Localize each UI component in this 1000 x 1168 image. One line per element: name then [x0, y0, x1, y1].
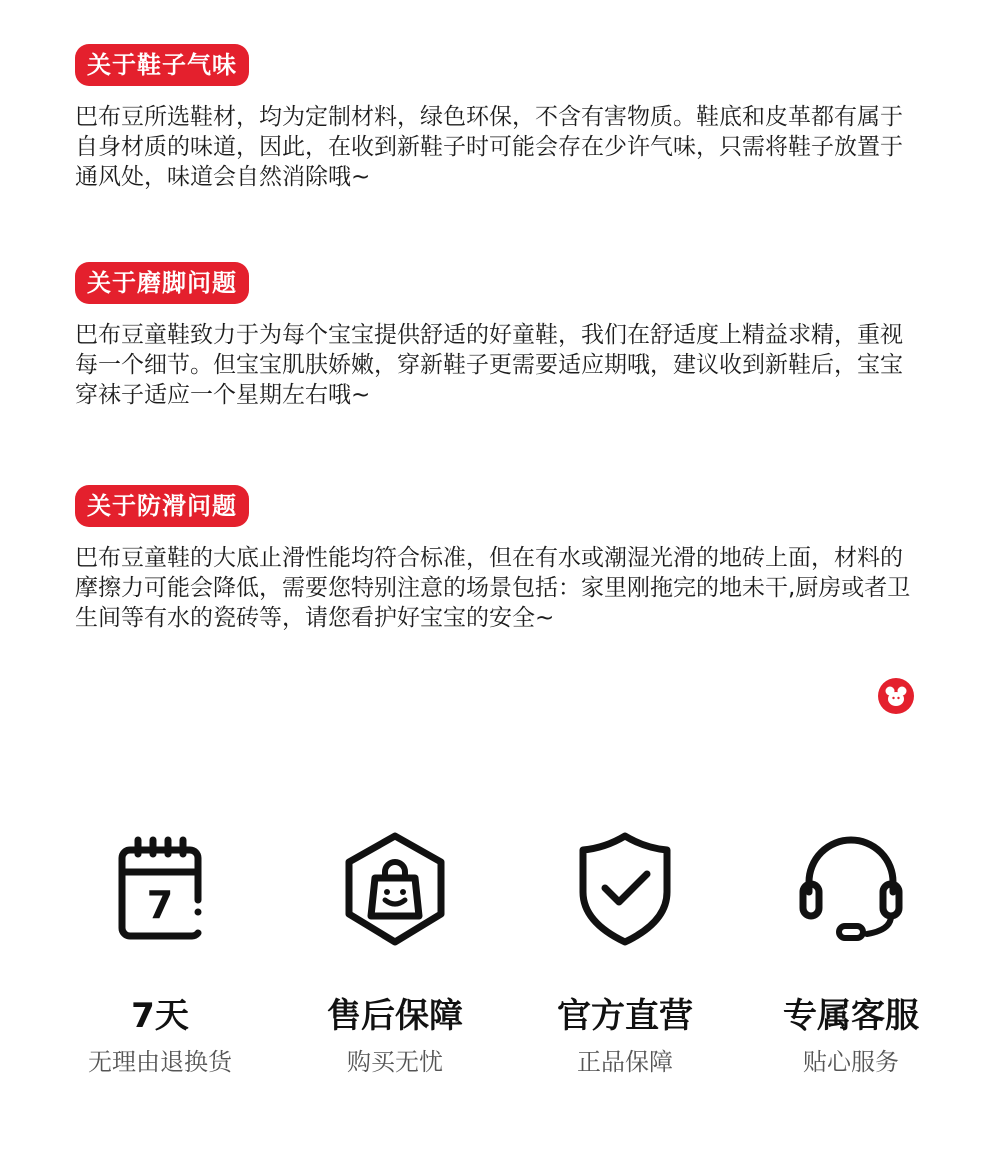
anti-slip-section: [75, 485, 925, 633]
section-text: 巴布豆所选鞋材，均为定制材料，绿色环保，不含有害物质。鞋底和皮革都有属于自身材质的味道，因此，在收到新鞋子时可能会存在少许气味，只需将鞋子放置于通风处，味道会自然消除哦~: [75, 104, 903, 190]
feature-after-sales: [280, 830, 510, 1078]
feature-subtitle: 正品保障: [577, 1048, 673, 1076]
calendar-7-icon: [100, 830, 220, 950]
feature-subtitle: 无理由退换货: [88, 1048, 232, 1076]
feature-title: 7天: [131, 996, 189, 1036]
brand-badge-icon: [878, 678, 914, 714]
feature-official: [510, 830, 740, 1078]
section-text: 巴布豆童鞋致力于为每个宝宝提供舒适的好童鞋，我们在舒适度上精益求精，重视每一个细节。但宝宝肌肤娇嫩，穿新鞋子更需要适应期哦，建议收到新鞋后，宝宝穿袜子适应一个星期左右哦~: [75, 322, 903, 408]
section-tag: 关于防滑问题: [75, 485, 249, 527]
blister-section: [75, 262, 925, 410]
feature-subtitle: 购买无忧: [347, 1048, 443, 1076]
section-tag: 关于鞋子气味: [75, 44, 249, 86]
feature-return: [45, 830, 275, 1078]
feature-title: 售后保障: [327, 996, 463, 1036]
feature-title: 官方直营: [557, 996, 693, 1036]
shield-check-icon: [565, 830, 685, 950]
section-text: 巴布豆童鞋的大底止滑性能均符合标准，但在有水或潮湿光滑的地砖上面，材料的摩擦力可能会降低，需要您特别注意的场景包括：家里刚拖完的地未干,厨房或者卫生间等有水的瓷砖等，请您看护好宝宝的安全~: [75, 545, 911, 631]
feature-service: [736, 830, 966, 1078]
feature-title: 专属客服: [783, 996, 919, 1036]
shopping-bag-icon: [335, 830, 455, 950]
calendar-number: 7: [146, 883, 174, 927]
odor-section: [75, 44, 925, 192]
headset-icon: [791, 830, 911, 950]
section-tag: 关于磨脚问题: [75, 262, 249, 304]
feature-subtitle: 贴心服务: [803, 1048, 899, 1076]
